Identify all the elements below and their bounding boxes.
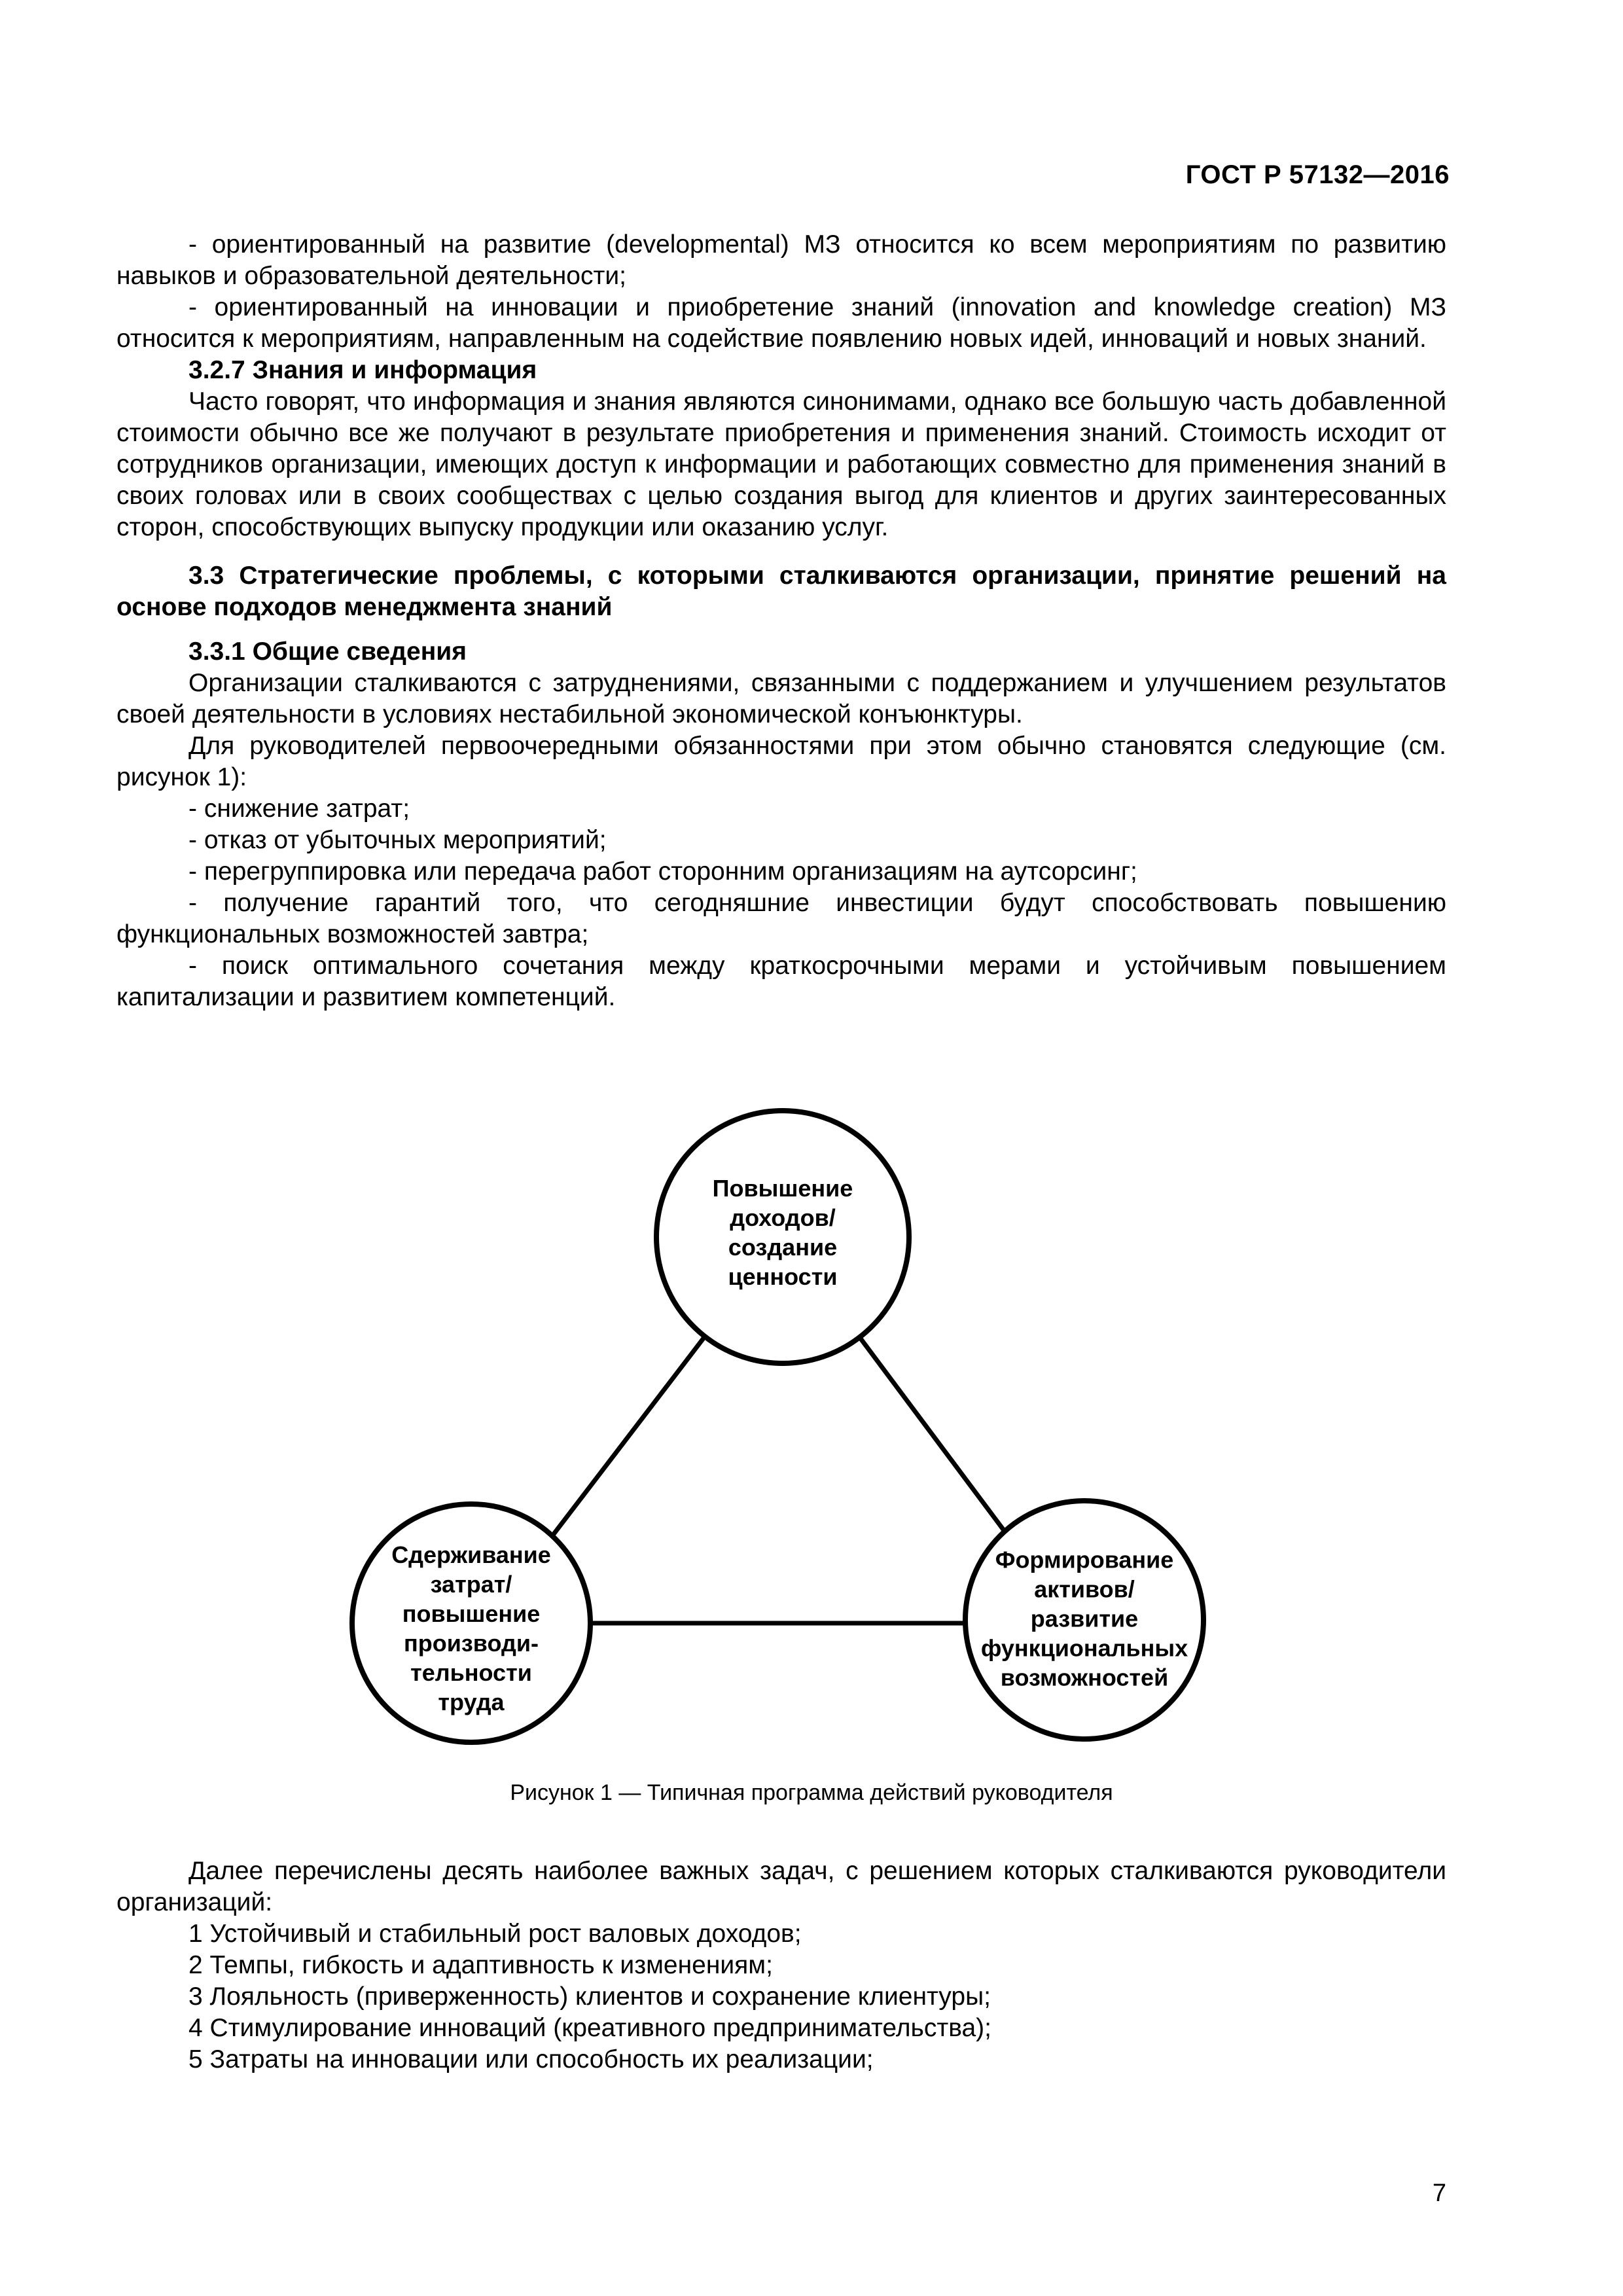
section-heading-3-3: 3.3 Стратегические проблемы, с которыми сталкиваются организации, принятие решений на основе подходов менеджмента знаний bbox=[116, 562, 1446, 621]
figure-caption: Рисунок 1 — Типичная программа действий руководителя bbox=[510, 1780, 1113, 1805]
list-item: 1 Устойчивый и стабильный рост валовых доходов; bbox=[188, 1920, 802, 1948]
list-item: - поиск оптимального сочетания между краткосрочными мерами и устойчивым повышением капитализации и развитием компетенций. bbox=[116, 952, 1446, 1011]
section-heading-3-2-7: 3.2.7 Знания и информация bbox=[188, 356, 537, 384]
figure-1-diagram bbox=[0, 1103, 1623, 1790]
list-item: - получение гарантий того, что сегодняшние инвестиции будут способствовать повышению функциональных возможностей завтра; bbox=[116, 889, 1446, 948]
main-text bbox=[116, 229, 1446, 1013]
paragraph: Далее перечислены десять наиболее важных задач, с решением которых сталкиваются руководители организаций: bbox=[116, 1857, 1446, 1916]
node-label-top: Повышение доходов/ создание ценности bbox=[712, 1175, 853, 1290]
node-label-left: Сдерживание затрат/ повышение производи- тельности труда bbox=[391, 1541, 551, 1715]
paragraph: Организации сталкиваются с затруднениями, связанными с поддержанием и улучшением результатов своей деятельности в условиях нестабильной экономической конъюнктуры. bbox=[116, 669, 1446, 728]
node-label-right: Формирование активов/ развитие функциональных возможностей bbox=[980, 1546, 1188, 1691]
list-item: - ориентированный на развитие (developmental) МЗ относится ко всем мероприятиям по развитию навыков и образовательной деятельности; bbox=[116, 230, 1446, 290]
edge-top-left bbox=[547, 1325, 713, 1543]
list-item: - ориентированный на инновации и приобретение знаний (innovation and knowledge creation) МЗ относится к мероприятиям, направленным на содействие появлению новых идей, инноваций и новых знаний. bbox=[116, 293, 1446, 353]
paragraph: Часто говорят, что информация и знания являются синонимами, однако все большую часть добавленной стоимости обычно все же получают в результате приобретения и применения знаний. Стоимость исходит от сотрудников организации, имеющих доступ к информации и работающих совместно для применения знаний в своих головах или в своих сообществах с целью создания выгод для клиентов и других заинтересованных сторон, способствующих выпуску продукции или оказанию услуг. bbox=[116, 387, 1446, 541]
list-item: 3 Лояльность (приверженность) клиентов и сохранение клиентуры; bbox=[188, 1982, 991, 2011]
page-number: 7 bbox=[1432, 2179, 1446, 2207]
section-heading-3-3-1: 3.3.1 Общие сведения bbox=[188, 637, 467, 666]
list-item: - перегруппировка или передача работ сторонним организациям на аутсорсинг; bbox=[188, 857, 1137, 886]
list-item: - снижение затрат; bbox=[188, 795, 410, 823]
list-item: - отказ от убыточных мероприятий; bbox=[188, 826, 607, 854]
tasks-list bbox=[116, 1856, 1446, 2075]
standard-code: ГОСТ Р 57132—2016 bbox=[1185, 160, 1450, 189]
list-item: 2 Темпы, гибкость и адаптивность к изменениям; bbox=[188, 1951, 773, 1979]
list-item: 5 Затраты на инновации или способность их реализации; bbox=[188, 2045, 874, 2073]
edge-top-right bbox=[851, 1325, 1013, 1543]
paragraph: Для руководителей первоочередными обязанностями при этом обычно становятся следующие (см. рисунок 1): bbox=[116, 732, 1446, 791]
list-item: 4 Стимулирование инноваций (креативного предпринимательства); bbox=[188, 2014, 991, 2042]
